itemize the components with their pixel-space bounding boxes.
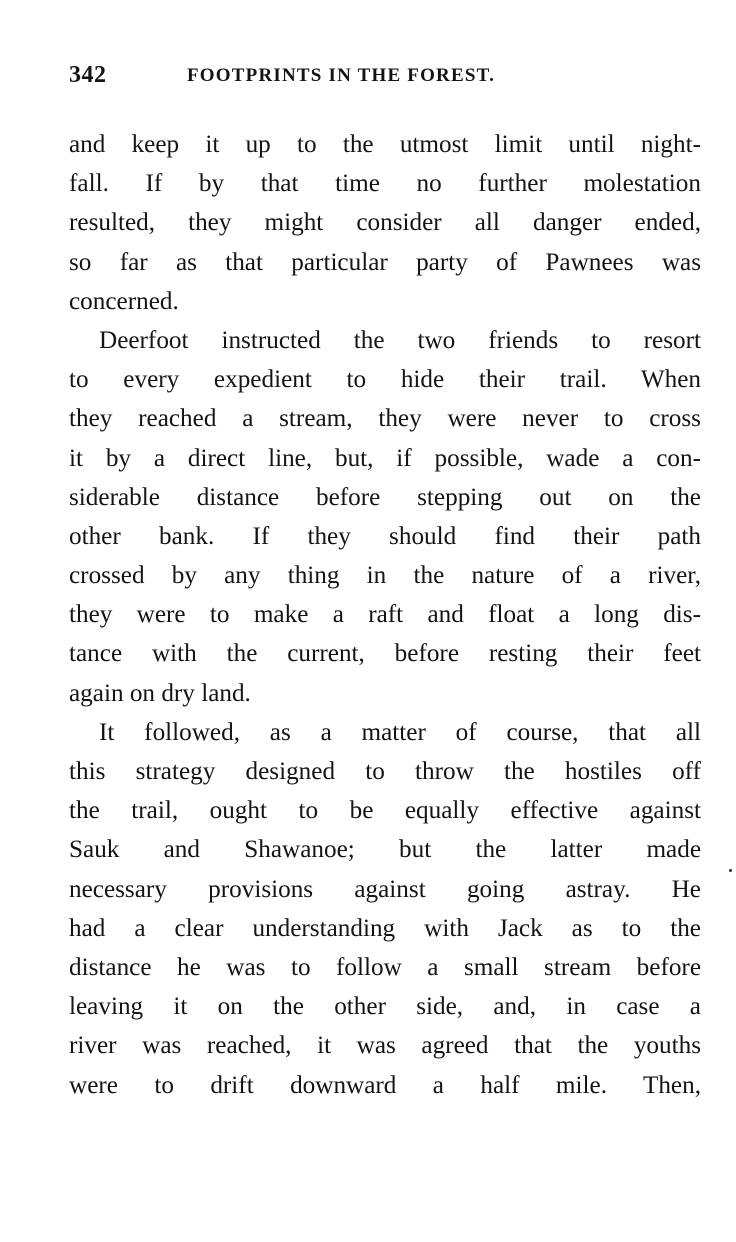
text-line: to every expedient to hide their trail. When [69,366,701,394]
text-line: again on dry land. [69,679,251,707]
text-line: they reached a stream, they were never to cross [69,405,701,433]
text-line: distance he was to follow a small stream before [69,953,701,981]
text-line: and keep it up to the utmost limit until night- [69,131,701,158]
running-title: FOOTPRINTS IN THE FOREST. [187,65,496,86]
page-number: 342 [69,62,107,88]
running-head [69,62,701,94]
text-line: Sauk and Shawanoe; but the latter made [69,836,701,864]
paragraph-2 [69,321,701,713]
text-line: other bank. If they should find their path [69,522,701,550]
paragraph-3 [69,713,701,1105]
text-line: siderable distance before stepping out on the [69,483,701,511]
text-line: Deerfoot instructed the two friends to resort [99,326,701,354]
text-line: it by a direct line, but, if possible, wade a con- [69,444,701,472]
text-line: had a clear understanding with Jack as to the [69,914,701,942]
text-line: they were to make a raft and float a long dis- [69,601,701,629]
text-line: concerned. [69,287,179,315]
text-line: river was reached, it was agreed that the youths [69,1032,701,1060]
text-line: this strategy designed to throw the hostiles off [69,758,701,785]
text-line: fall. If by that time no further molestation [69,170,701,198]
text-line: the trail, ought to be equally effective against [69,797,701,825]
text-line: necessary provisions against going astray. He [69,875,701,903]
margin-speck [729,869,732,872]
text-line: were to drift downward a half mile. Then, [69,1071,701,1099]
text-line: resulted, they might consider all danger ended, [69,209,701,237]
text-line: crossed by any thing in the nature of a river, [69,562,701,590]
body-text [69,125,701,1105]
text-line: so far as that particular party of Pawnees was [69,248,701,276]
text-line: tance with the current, before resting their feet [69,640,701,668]
text-line: leaving it on the other side, and, in case a [69,993,701,1021]
text-line: It followed, as a matter of course, that all [99,718,701,746]
paragraph-1 [69,125,701,321]
